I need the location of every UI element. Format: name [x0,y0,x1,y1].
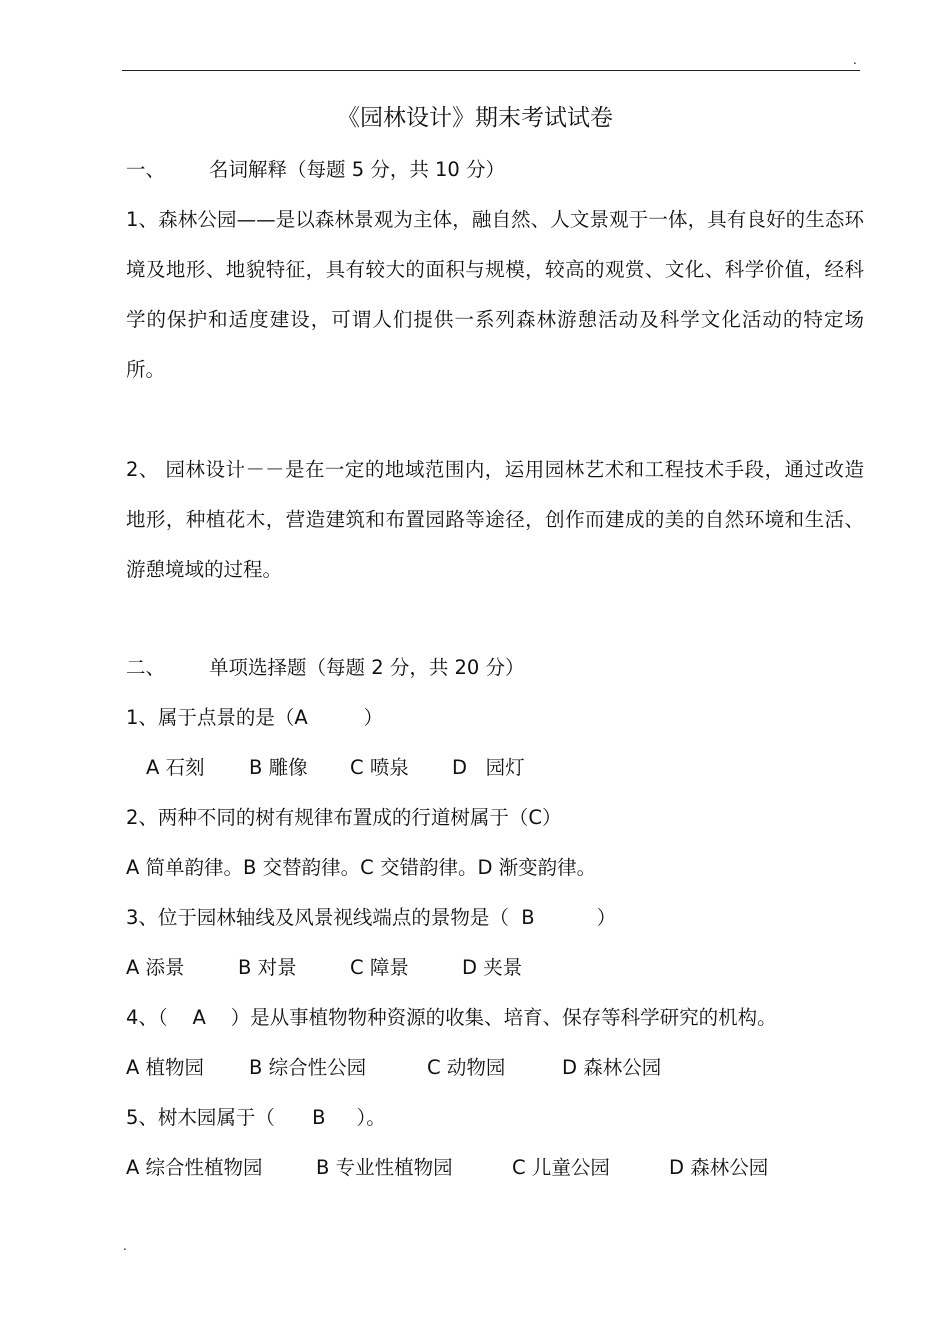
option-a: A 石刻 [146,756,205,779]
header-rule [122,70,860,71]
footer-corner-mark: . [123,1239,127,1253]
option-d: D 园灯 [452,756,525,779]
option-a: A 添景 [126,956,185,979]
question-4-options [126,1048,661,1088]
question-1-options [146,748,525,788]
option-a: A 植物园 [126,1056,205,1079]
question-4-stem: 4、（ A ）是从事植物物种资源的收集、培育、保存等科学研究的机构。 [126,1006,777,1029]
definition-1: 1、森林公园——是以森林景观为主体，融自然、人文景观于一体，具有良好的生态环境及地形、地貌特征，具有较大的面积与规模，较高的观赏、文化、科学价值，经科学的保护和适度建设，可谓人们提供一系列森林游憩活动及科学文化活动的特定场所。 [126,208,864,381]
question-5-options [126,1148,768,1188]
section-1-number: 一、 [126,158,166,181]
option-a: A 简单韵律。 [126,856,244,879]
question-1-stem: 1、属于点景的是（A ） [126,706,384,729]
question-3-stem: 3、位于园林轴线及风景视线端点的景物是（ B ） [126,906,617,929]
option-c: C 喷泉 [350,756,409,779]
option-d: D 森林公园 [562,1056,662,1079]
definition-2: 2、 园林设计－－是在一定的地域范围内，运用园林艺术和工程技术手段，通过改造地形，种植花木，营造建筑和布置园路等途径，创作而建成的美的自然环境和生活、游憩境域的过程。 [126,458,864,581]
option-d: D 夹景 [462,956,523,979]
option-b: B 对景 [238,956,297,979]
header-corner-mark: . [853,53,857,67]
option-b: B 交替韵律。 [243,856,361,879]
exam-title: 《园林设计》期末考试试卷 [337,105,613,131]
question-2-options [126,848,596,888]
option-d: D 森林公园 [669,1156,769,1179]
section-2-heading [126,648,525,688]
question-2-stem: 2、两种不同的树有规律布置成的行道树属于（C） [126,806,562,829]
option-b: B 综合性公园 [249,1056,367,1079]
question-5-stem: 5、树木园属于（ B ）。 [126,1106,386,1129]
option-b: B 专业性植物园 [316,1156,453,1179]
option-d: D 渐变韵律。 [477,856,597,879]
section-1-heading [126,150,505,190]
option-c: C 交错韵律。 [360,856,478,879]
option-a: A 综合性植物园 [126,1156,263,1179]
section-2-number: 二、 [126,656,166,679]
section-2-title: 单项选择题（每题 2 分，共 20 分） [209,656,525,679]
option-b: B 雕像 [249,756,308,779]
section-1-title: 名词解释（每题 5 分，共 10 分） [209,158,506,181]
option-c: C 动物园 [427,1056,506,1079]
question-3-options [126,948,522,988]
option-c: C 儿童公园 [512,1156,610,1179]
option-c: C 障景 [350,956,409,979]
